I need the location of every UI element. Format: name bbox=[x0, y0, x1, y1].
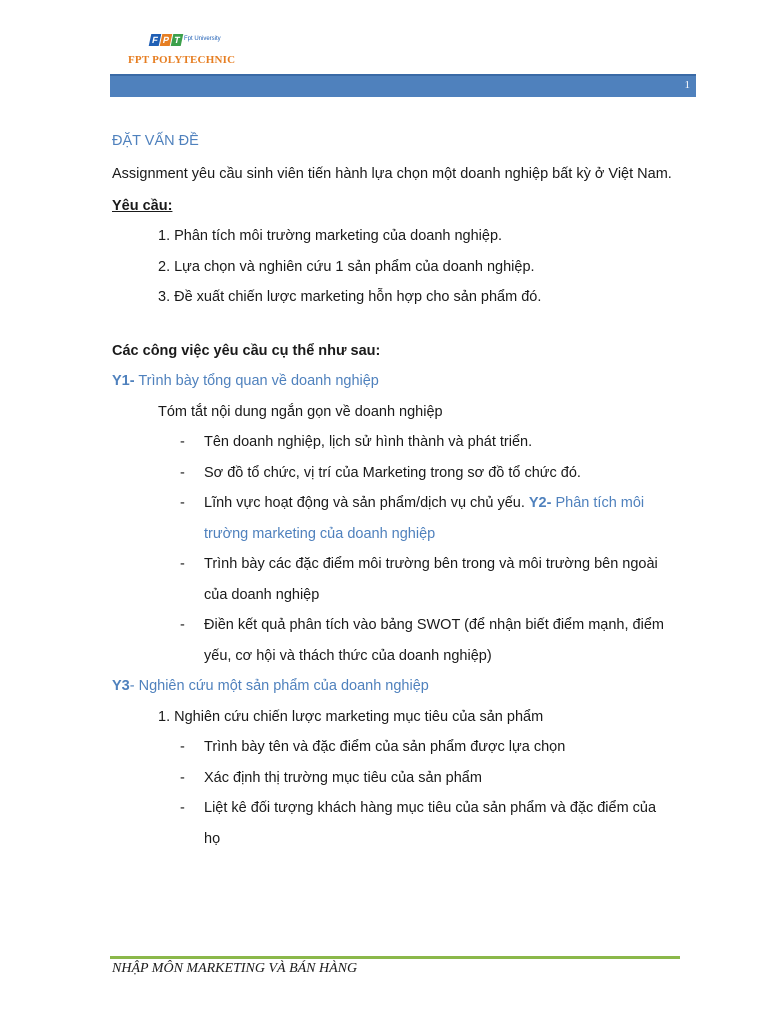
bullet-dash: - bbox=[180, 617, 185, 633]
y3-code: Y3 bbox=[112, 678, 130, 694]
bullet-dash: - bbox=[180, 556, 185, 572]
bullet-item bbox=[112, 610, 682, 641]
bullet-item bbox=[112, 458, 682, 489]
logo-letter-f: F bbox=[149, 34, 162, 46]
bullet-text: Sơ đồ tổ chức, vị trí của Marketing trong sơ đồ tổ chức đó. bbox=[204, 464, 581, 481]
bullet-dash: - bbox=[180, 769, 185, 786]
tasks-heading: Các công việc yêu cầu cụ thể như sau: bbox=[112, 342, 381, 359]
y1-subheading: Tóm tắt nội dung ngắn gọn về doanh nghiệp bbox=[158, 403, 443, 420]
fpt-polytechnic-logo bbox=[128, 30, 248, 70]
bullet-text: Trình bày các đặc điểm môi trường bên trong và môi trường bên ngoài bbox=[204, 556, 658, 572]
bullet-text-continued: họ bbox=[204, 830, 221, 847]
y1-heading bbox=[112, 366, 682, 397]
bullet-item bbox=[112, 427, 682, 458]
page-number: 1 bbox=[684, 79, 690, 91]
bullet-text: Trình bày tên và đặc điểm của sản phẩm được lựa chọn bbox=[204, 739, 566, 755]
logo-letter-p: P bbox=[160, 34, 173, 46]
footer-title: NHẬP MÔN MARKETING VÀ BÁN HÀNG bbox=[112, 961, 358, 976]
requirement-item: 3. Đề xuất chiến lược marketing hỗn hợp cho sản phẩm đó. bbox=[158, 289, 542, 305]
y3-title: - Nghiên cứu một sản phẩm của doanh nghiệp bbox=[129, 678, 429, 694]
bullet-text-continued: yếu, cơ hội và thách thức của doanh nghiệp) bbox=[204, 647, 492, 664]
bullet-text: Lĩnh vực hoạt động và sản phẩm/dịch vụ chủ yếu. bbox=[204, 495, 529, 511]
y1-code: Y1- bbox=[112, 373, 135, 389]
document-body bbox=[112, 126, 682, 854]
bullet-text: Tên doanh nghiệp, lịch sử hình thành và phát triển. bbox=[204, 434, 533, 450]
bullet-dash: - bbox=[180, 739, 185, 755]
spacer bbox=[112, 313, 682, 336]
fpt-logo-mark bbox=[150, 34, 182, 46]
requirements-heading: Yêu cầu: bbox=[112, 197, 173, 214]
bullet-item bbox=[112, 488, 682, 519]
footer-divider bbox=[110, 956, 680, 959]
bullet-text: Xác định thị trường mục tiêu của sản phẩm bbox=[204, 769, 482, 786]
y3-subheading: 1. Nghiên cứu chiến lược marketing mục tiêu của sản phẩm bbox=[158, 708, 544, 725]
requirement-item: 2. Lựa chọn và nghiên cứu 1 sản phẩm của doanh nghiệp. bbox=[158, 258, 535, 275]
logo-letter-t: T bbox=[171, 34, 184, 46]
logo-subtitle: Fpt University bbox=[184, 36, 221, 42]
bullet-dash: - bbox=[180, 495, 185, 511]
bullet-text: Liệt kê đối tượng khách hàng mục tiêu của sản phẩm và đặc điểm của bbox=[204, 800, 657, 816]
bullet-dash: - bbox=[180, 800, 185, 816]
intro-paragraph: Assignment yêu cầu sinh viên tiến hành lựa chọn một doanh nghiệp bất kỳ ở Việt Nam. bbox=[112, 165, 672, 182]
y2-title-continued: trường marketing của doanh nghiệp bbox=[204, 525, 436, 542]
header-bar bbox=[110, 74, 696, 97]
bullet-item bbox=[112, 763, 682, 794]
page-title: ĐẶT VẤN ĐỀ bbox=[112, 133, 199, 149]
y1-title: Trình bày tổng quan về doanh nghiệp bbox=[134, 373, 379, 389]
bullet-dash: - bbox=[180, 464, 185, 481]
bullet-text: Điền kết quả phân tích vào bảng SWOT (để nhận biết điểm mạnh, điểm bbox=[204, 617, 664, 633]
y2-title-a: Phân tích môi bbox=[551, 495, 645, 511]
bullet-dash: - bbox=[180, 434, 185, 450]
bullet-item bbox=[112, 793, 682, 824]
bullet-text-continued: của doanh nghiệp bbox=[204, 586, 320, 603]
y3-heading bbox=[112, 671, 682, 702]
bullet-item bbox=[112, 549, 682, 580]
bullet-item bbox=[112, 732, 682, 763]
logo-text: FPT POLYTECHNIC bbox=[128, 54, 236, 66]
requirement-item: 1. Phân tích môi trường marketing của doanh nghiệp. bbox=[158, 228, 503, 244]
y2-code: Y2- bbox=[528, 495, 552, 511]
